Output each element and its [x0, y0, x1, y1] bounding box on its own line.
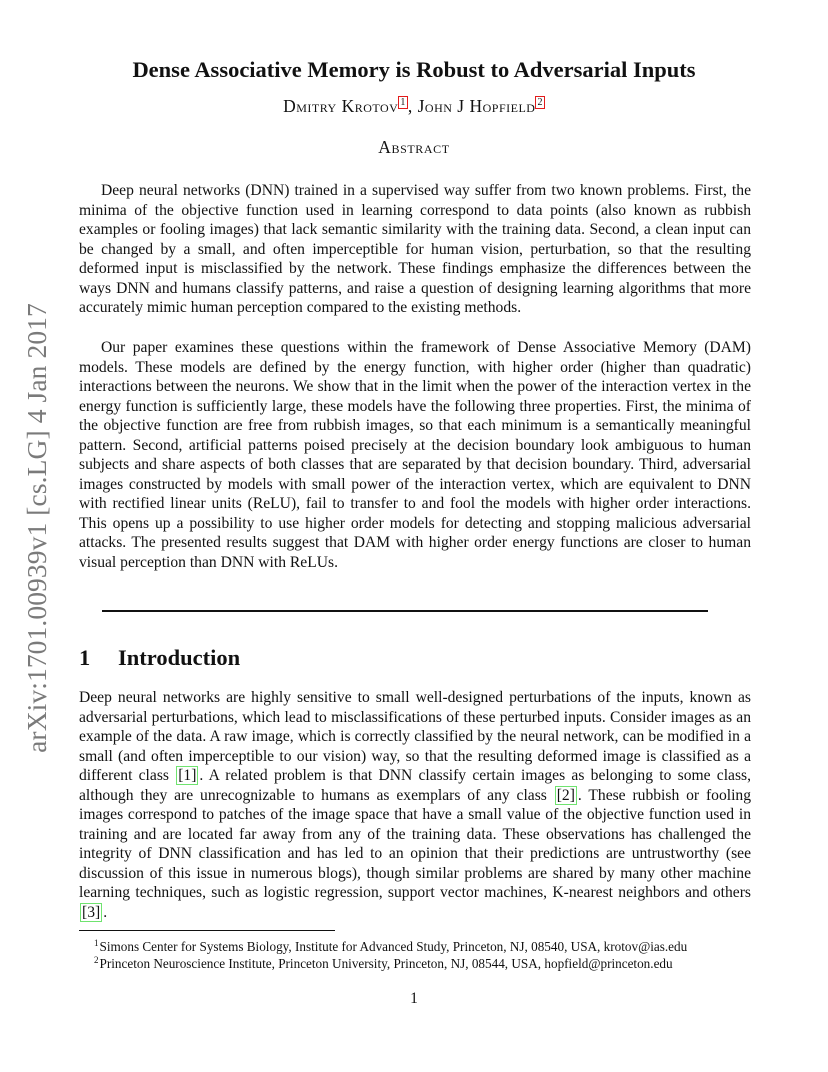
author-line — [0, 96, 828, 117]
arxiv-identifier: arXiv:1701.00939v1 [cs.LG] 4 Jan 2017 — [21, 303, 52, 753]
paper-title: Dense Associative Memory is Robust to Adversarial Inputs — [132, 57, 696, 82]
section-title: Introduction — [118, 645, 241, 670]
footnote-1-mark: 1 — [94, 938, 99, 948]
author-hopfield: John J Hopfield — [417, 96, 536, 116]
footnote-mark-1[interactable]: 1 — [400, 97, 406, 108]
footnote-2 — [94, 952, 673, 972]
citation-link-1[interactable]: [1] — [178, 767, 197, 784]
abstract-heading: Abstract — [378, 137, 450, 157]
abstract-paragraph-1: Deep neural networks (DNN) trained in a supervised way suffer from two known problems. First, the minima of the objective function used in learning correspond to data points (also known as rubbish examples or fooling images) that lack semantic similarity with the training data. Second, a clean input can be changed by a small, and often imperceptible for human vision, perturbation, so that the resulting deformed input is misclassified by the network. These findings emphasize the differences between the ways DNN and humans classify patterns, and raise a question of designing learning algorithms that more accurately mimic human perception compared to the existing methods. — [79, 182, 751, 316]
section-number: 1 — [79, 645, 91, 670]
author-separator: , — [407, 96, 418, 116]
arxiv-sidebar — [20, 0, 54, 1072]
intro-text-2: . A related problem is that DNN classify certain images as belonging to some class, although they are unrecognizable to humans as exemplars of any class — [79, 767, 751, 804]
section-heading-introduction — [79, 645, 240, 671]
intro-text-1: Deep neural networks are highly sensitive to small well-designed perturbations of the inputs, known as adversarial perturbations, which lead to misclassifications of these perturbed inputs. Consider images as an example of the data. A raw image, which is correctly classified by the neural network, can be modified in a small (and often imperceptible to our vision) way, so that the resulting deformed image is classified as a different class — [79, 689, 751, 784]
intro-text-3: . These rubbish or fooling images correspond to patches of the image space that have a small value of the objective function used in training and are located far away from any of the training data. These observations has challenged the integrity of DNN classification and has led to an opinion that their predictions are untrustworthy (see discussion of this issue in numerous blogs), though similar problems are shared by many other machine learning techniques, such as logistic regression, support vector machines, K-nearest neighbors and others — [79, 786, 752, 901]
footnote-2-mark: 2 — [94, 955, 99, 965]
author-krotov: Dmitry Krotov — [283, 96, 399, 116]
intro-text-4: . — [103, 903, 108, 921]
citation-link-2[interactable]: [2] — [556, 786, 575, 804]
footnote-1-text: Simons Center for Systems Biology, Institute for Advanced Study, Princeton, NJ, 08540, USA, krotov@ias.edu — [99, 939, 688, 954]
footnote-divider — [79, 930, 335, 931]
abstract-paragraph-2: Our paper examines these questions within the framework of Dense Associative Memory (DAM) models. These models are defined by the energy function, with higher order (higher than quadratic) interactions between the neurons. We show that in the limit when the power of the interaction vertex in the energy function is sufficiently large, these models have the following three properties. First, the minima of the objective function are free from rubbish images, so that each minimum is a semantically meaningful pattern. Second, artificial patterns poised precisely at the decision boundary look ambiguous to human subjects and share aspects of both classes that are separated by that decision boundary. Third, adversarial images constructed by models with small power of the interaction vertex, which are equivalent to DNN with rectified linear units (ReLU), fail to transfer to and fool the models with higher order interactions. This opens up a possibility to use higher order models for detecting and stopping malicious adversarial attacks. The presented results suggest that DAM with higher order energy functions are closer to human visual perception than DNN with ReLUs. — [79, 339, 751, 571]
abstract-divider — [102, 610, 708, 612]
page-number: 1 — [410, 990, 418, 1007]
footnote-mark-2[interactable]: 2 — [537, 97, 543, 108]
footnote-2-text: Princeton Neuroscience Institute, Princeton University, Princeton, NJ, 08544, USA, hopfield@princeton.edu — [99, 956, 673, 971]
introduction-paragraph — [79, 688, 751, 922]
citation-link-3[interactable]: [3] — [82, 903, 101, 921]
